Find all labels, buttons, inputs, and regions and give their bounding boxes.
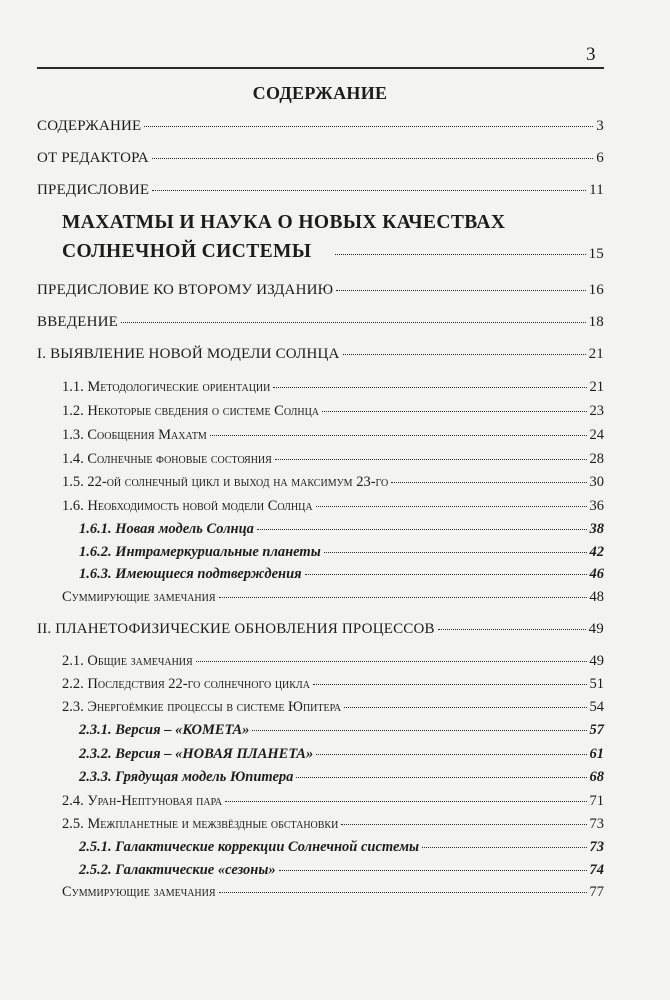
toc-entry-page: 42 bbox=[589, 544, 604, 560]
toc-entry-label: 2.3.1. Версия – «КОМЕТА» bbox=[79, 722, 250, 738]
toc-entry-label: 1.2. Некоторые сведения о системе Солнца bbox=[62, 403, 320, 419]
dot-leader bbox=[316, 754, 586, 755]
toc-entry-label: ВВЕДЕНИЕ bbox=[37, 314, 118, 330]
dot-leader bbox=[257, 529, 587, 530]
toc-entry-label: 2.3. Энергоёмкие процессы в системе Юпитера bbox=[62, 699, 342, 715]
section-heading-page: 15 bbox=[588, 246, 604, 262]
toc-entry-label: II. ПЛАНЕТОФИЗИЧЕСКИЕ ОБНОВЛЕНИЯ ПРОЦЕССОВ bbox=[37, 621, 435, 637]
toc-entry-page: 16 bbox=[588, 282, 604, 298]
toc-entry-label: 2.3.3. Грядущая модель Юпитера bbox=[79, 769, 294, 785]
toc-entry-page: 71 bbox=[589, 793, 604, 809]
dot-leader bbox=[152, 158, 594, 159]
toc-entry-label: 1.6.3. Имеющиеся подтверждения bbox=[79, 566, 302, 582]
dot-leader bbox=[273, 387, 586, 388]
toc-entry bbox=[62, 816, 604, 832]
dot-leader bbox=[438, 629, 586, 630]
toc-entry-page: 54 bbox=[589, 699, 604, 715]
toc-entry bbox=[62, 403, 604, 419]
toc-entry-label: ПРЕДИСЛОВИЕ bbox=[37, 182, 150, 198]
dot-leader bbox=[121, 322, 586, 323]
toc-entry-page: 18 bbox=[588, 314, 604, 330]
dot-leader bbox=[144, 126, 593, 127]
toc-entry bbox=[62, 474, 604, 490]
toc-entry bbox=[79, 544, 604, 560]
toc-entry-label: I. ВЫЯВЛЕНИЕ НОВОЙ МОДЕЛИ СОЛНЦА bbox=[37, 346, 340, 362]
toc-entry bbox=[62, 699, 604, 715]
dot-leader bbox=[344, 707, 586, 708]
toc-entry-page: 61 bbox=[589, 746, 604, 762]
toc-entry bbox=[62, 498, 604, 514]
toc-entry-label: ОТ РЕДАКТОРА bbox=[37, 150, 149, 166]
toc-entry-label: 2.5. Межпланетные и межзвёздные обстановки bbox=[62, 816, 339, 832]
toc-entry bbox=[79, 521, 604, 537]
dot-leader bbox=[324, 552, 587, 553]
toc-entry-page: 48 bbox=[589, 589, 604, 605]
toc-entry bbox=[37, 621, 604, 637]
dot-leader bbox=[252, 730, 586, 731]
toc-entry-page: 68 bbox=[589, 769, 604, 785]
toc-entry-label: 1.6.1. Новая модель Солнца bbox=[79, 521, 254, 537]
dot-leader bbox=[391, 482, 586, 483]
dot-leader bbox=[422, 847, 586, 848]
toc-entry-page: 21 bbox=[589, 379, 604, 395]
dot-leader bbox=[219, 892, 587, 893]
toc-entry-page: 74 bbox=[589, 862, 604, 878]
toc-entry-label: ПРЕДИСЛОВИЕ КО ВТОРОМУ ИЗДАНИЮ bbox=[37, 282, 334, 298]
toc-entry bbox=[79, 566, 604, 582]
dot-leader bbox=[341, 824, 586, 825]
toc-entry-page: 73 bbox=[589, 816, 604, 832]
toc-entry-page: 23 bbox=[589, 403, 604, 419]
toc-entry-label: 2.4. Уран-Нептуновая пара bbox=[62, 793, 223, 809]
toc-entry bbox=[62, 676, 604, 692]
toc-entry bbox=[79, 839, 604, 855]
toc-entry-label: 1.5. 22-ой солнечный цикл и выход на максимум 23-го bbox=[62, 474, 389, 490]
toc-entry-label: Суммирующие замечания bbox=[62, 884, 216, 900]
dot-leader bbox=[316, 506, 587, 507]
toc-entry bbox=[62, 653, 604, 669]
toc-entry-page: 49 bbox=[589, 653, 604, 669]
dot-leader bbox=[336, 290, 585, 291]
toc-entry bbox=[62, 427, 604, 443]
toc-entry-page: 24 bbox=[589, 427, 604, 443]
toc-entry-page: 57 bbox=[589, 722, 604, 738]
section-heading-line2: СОЛНЕЧНОЙ СИСТЕМЫ bbox=[62, 241, 312, 262]
toc-entry-label: 1.3. Сообщения Махатм bbox=[62, 427, 207, 443]
toc-entry-label: 2.1. Общие замечания bbox=[62, 653, 193, 669]
toc-entry-label: 1.4. Солнечные фоновые состояния bbox=[62, 451, 272, 467]
toc-entry-label: 2.5.2. Галактические «сезоны» bbox=[79, 862, 276, 878]
toc-entry-page: 38 bbox=[589, 521, 604, 537]
toc-entry bbox=[62, 451, 604, 467]
dot-leader bbox=[210, 435, 587, 436]
toc-entry-page: 21 bbox=[588, 346, 604, 362]
toc-entry-label: СОДЕРЖАНИЕ bbox=[37, 118, 142, 134]
dot-leader bbox=[196, 661, 587, 662]
section-heading-line1: МАХАТМЫ И НАУКА О НОВЫХ КАЧЕСТВАХ bbox=[62, 212, 506, 233]
dot-leader bbox=[296, 777, 586, 778]
page-number: 3 bbox=[586, 44, 596, 65]
toc-entry bbox=[37, 118, 604, 134]
header-rule bbox=[37, 67, 604, 69]
toc-entry-label: 1.6.2. Интрамеркуриальные планеты bbox=[79, 544, 321, 560]
toc-entry bbox=[37, 282, 604, 298]
dot-leader bbox=[275, 459, 587, 460]
toc-entry bbox=[62, 379, 604, 395]
toc-entry-page: 36 bbox=[589, 498, 604, 514]
toc-entry bbox=[62, 884, 604, 900]
dot-leader bbox=[152, 190, 586, 191]
toc-entry-page: 28 bbox=[589, 451, 604, 467]
toc-entry-label: Суммирующие замечания bbox=[62, 589, 216, 605]
dot-leader bbox=[219, 597, 587, 598]
toc-entry-label: 1.1. Методологические ориентации bbox=[62, 379, 271, 395]
toc-entry bbox=[79, 769, 604, 785]
dot-leader bbox=[335, 254, 586, 255]
toc-entry-label: 1.6. Необходимость новой модели Солнца bbox=[62, 498, 313, 514]
toc-entry bbox=[37, 346, 604, 362]
toc-entry-page: 77 bbox=[589, 884, 604, 900]
toc-entry-page: 46 bbox=[589, 566, 604, 582]
toc-entry bbox=[62, 589, 604, 605]
toc-entry bbox=[79, 862, 604, 878]
toc-entry-page: 49 bbox=[588, 621, 604, 637]
dot-leader bbox=[225, 801, 586, 802]
toc-entry bbox=[79, 746, 604, 762]
toc-entry-page: 6 bbox=[596, 150, 604, 166]
toc-entry bbox=[37, 182, 604, 198]
dot-leader bbox=[343, 354, 586, 355]
toc-entry bbox=[79, 722, 604, 738]
dot-leader bbox=[279, 870, 587, 871]
dot-leader bbox=[322, 411, 586, 412]
toc-entry-page: 51 bbox=[589, 676, 604, 692]
toc-entry-page: 30 bbox=[589, 474, 604, 490]
toc-entry-page: 73 bbox=[589, 839, 604, 855]
toc-entry-label: 2.2. Последствия 22-го солнечного цикла bbox=[62, 676, 310, 692]
toc-entry-page: 3 bbox=[596, 118, 604, 134]
section-heading-leader bbox=[332, 246, 604, 262]
toc-entry bbox=[37, 314, 604, 330]
toc-entry bbox=[62, 793, 604, 809]
toc-entry-label: 2.3.2. Версия – «НОВАЯ ПЛАНЕТА» bbox=[79, 746, 314, 762]
toc-entry-label: 2.5.1. Галактические коррекции Солнечной системы bbox=[79, 839, 420, 855]
toc-entry-page: 11 bbox=[589, 182, 604, 198]
page-title: СОДЕРЖАНИЕ bbox=[252, 83, 388, 103]
dot-leader bbox=[313, 684, 587, 685]
toc-entry bbox=[37, 150, 604, 166]
dot-leader bbox=[305, 574, 587, 575]
